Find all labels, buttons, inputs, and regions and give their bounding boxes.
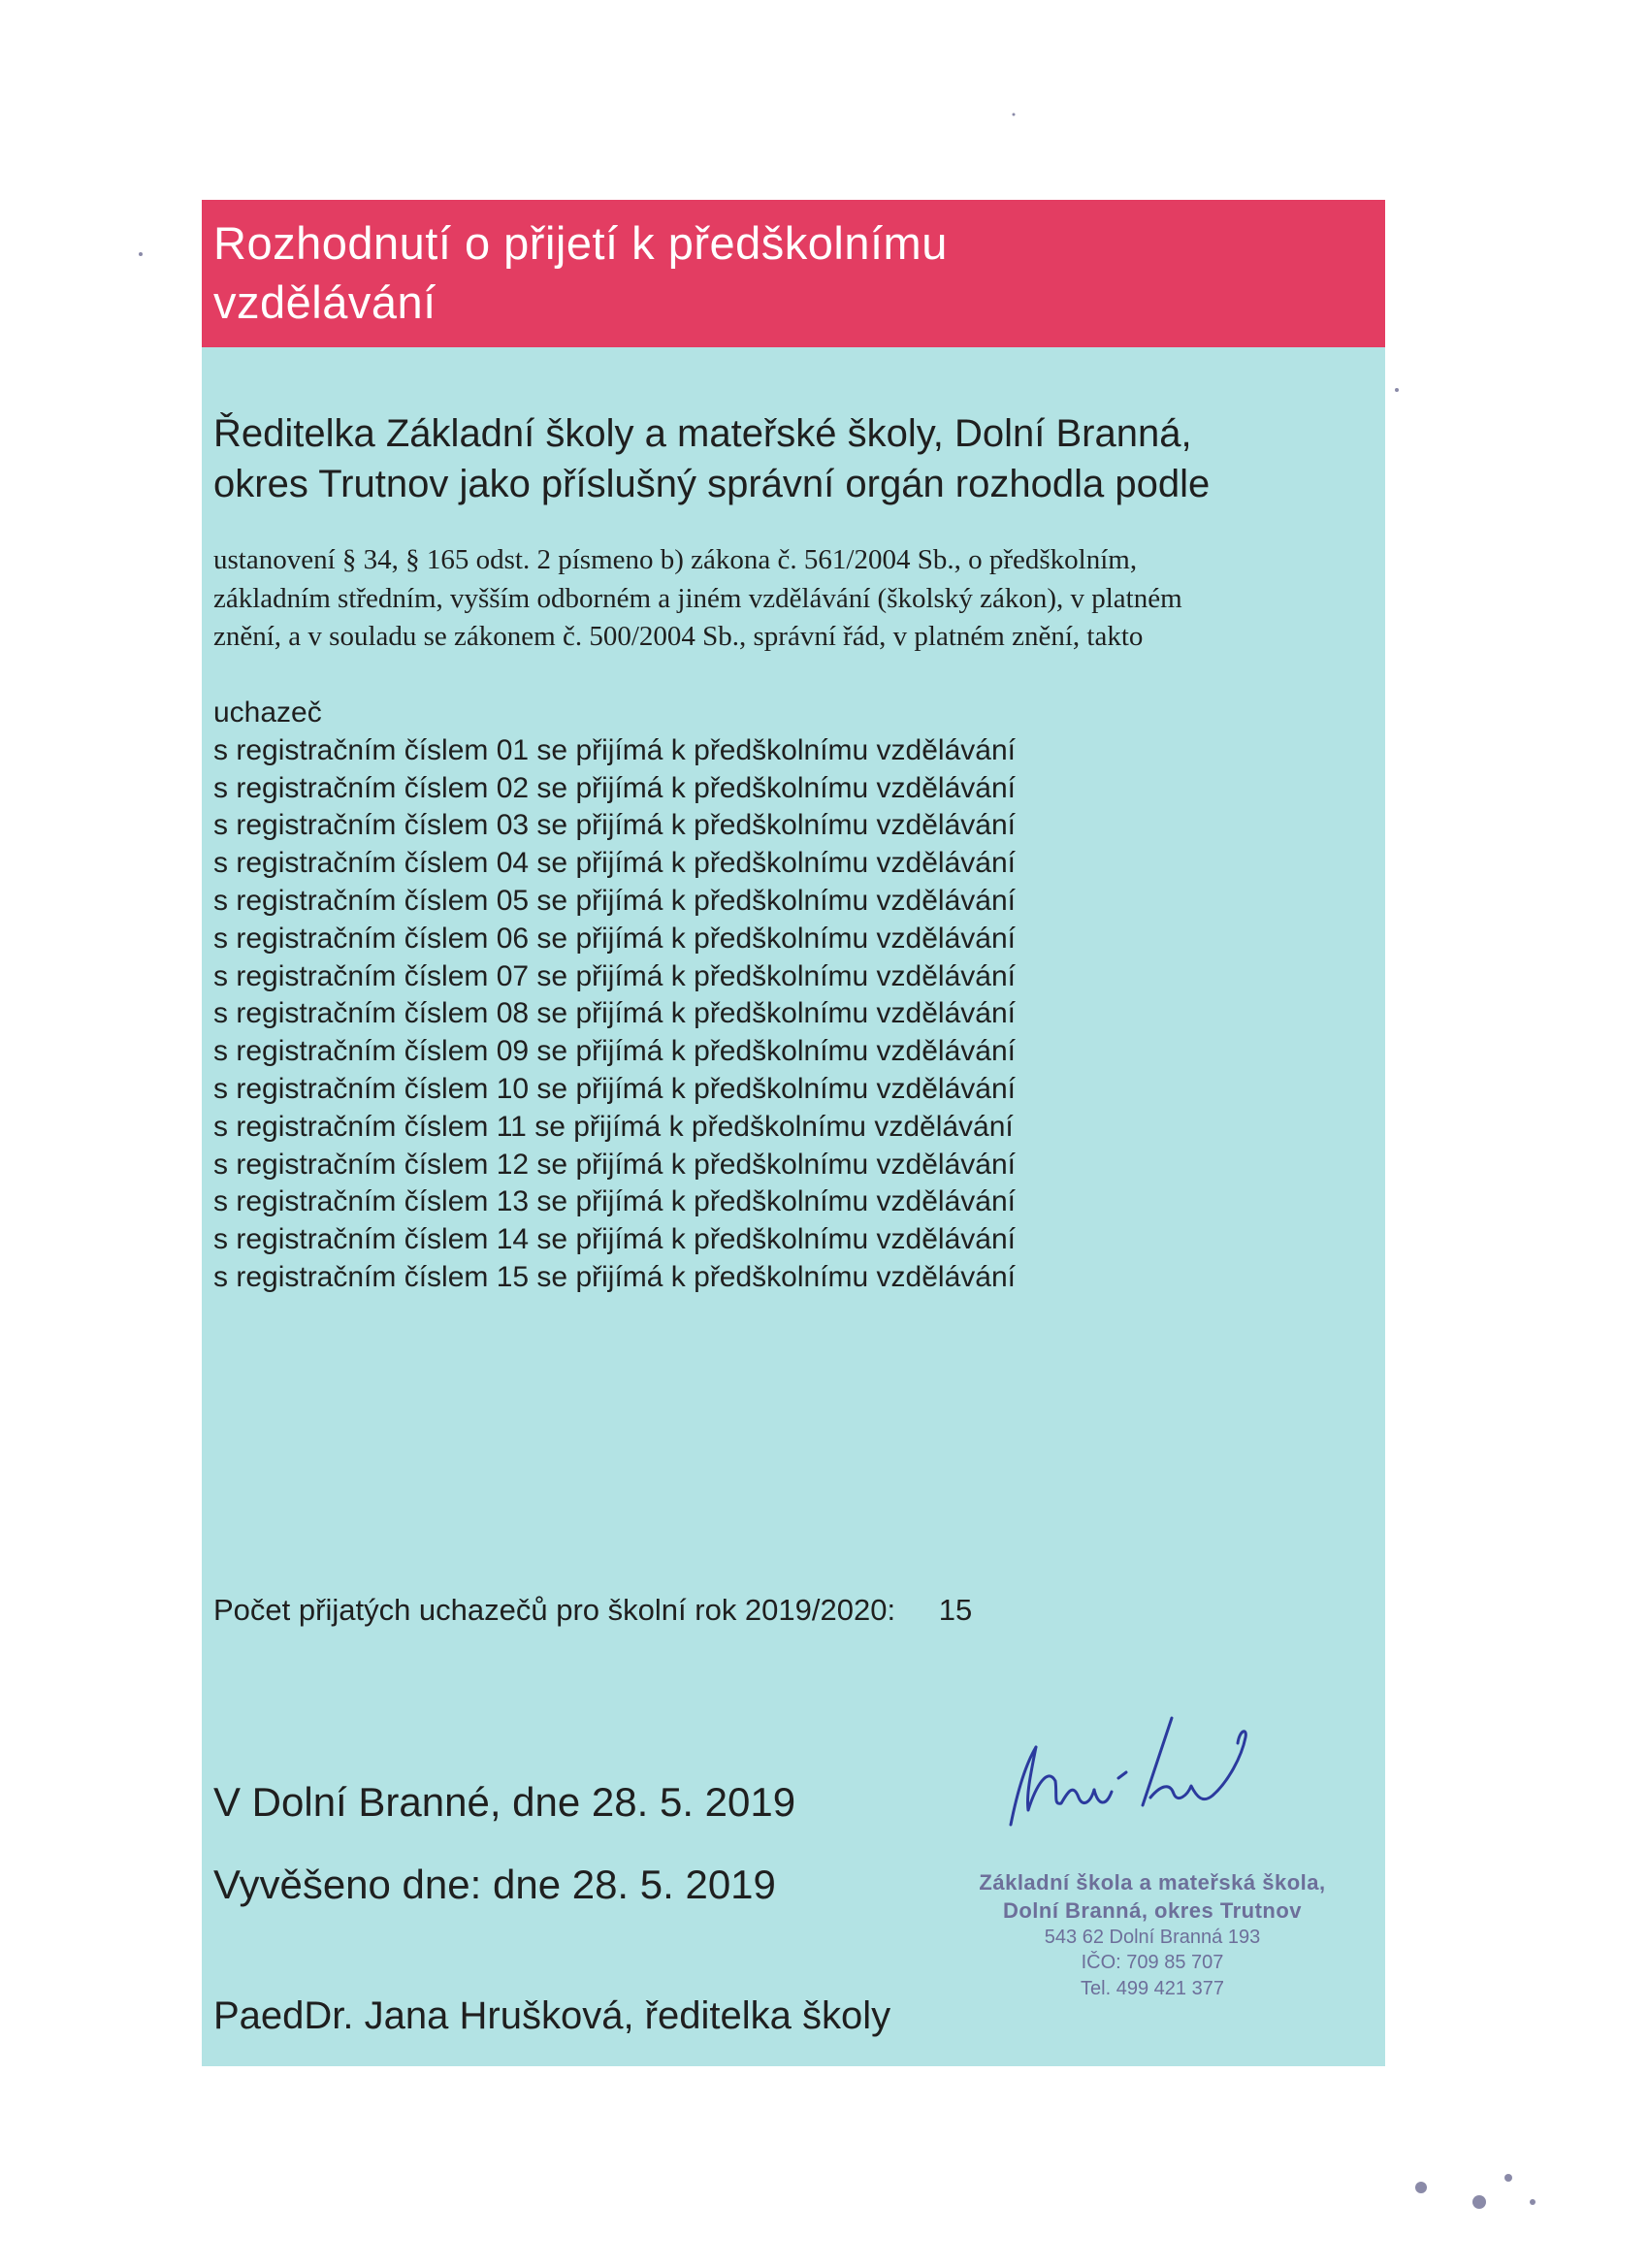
stamp-line-1: Základní škola a mateřská škola,: [979, 1870, 1326, 1895]
list-item: s registračním číslem 01 se přijímá k předškolnímu vzdělávání: [213, 733, 1016, 766]
legal-basis: [213, 541, 1358, 657]
title-line-2: vzdělávání: [213, 276, 436, 329]
legal-line-3: znění, a v souladu se zákonem č. 500/2004 Sb., správní řád, v platném znění, takto: [213, 621, 1144, 653]
list-item: s registračním číslem 08 se přijímá k předškolnímu vzdělávání: [213, 997, 1016, 1030]
school-stamp: [978, 1868, 1327, 2001]
heading-line-1: Ředitelka Základní školy a mateřské školy, Dolní Branná,: [213, 412, 1192, 455]
admitted-count-label: Počet přijatých uchazečů pro školní rok 2019/2020:: [213, 1593, 896, 1627]
list-item: s registračním číslem 15 se přijímá k předškolnímu vzdělávání: [213, 1260, 1016, 1293]
list-item: s registračním číslem 10 se přijímá k předškolnímu vzdělávání: [213, 1072, 1016, 1105]
list-item: s registračním číslem 14 se přijímá k předškolnímu vzdělávání: [213, 1223, 1016, 1256]
place-and-date: V Dolní Branné, dne 28. 5. 2019: [213, 1779, 796, 1825]
heading-line-2: okres Trutnov jako příslušný správní orgán rozhodla podle: [213, 463, 1211, 505]
authority-heading: [213, 408, 1358, 509]
posted-date: Vyvěšeno dne: dne 28. 5. 2019: [213, 1862, 776, 1907]
decision-sheet: [202, 200, 1385, 2066]
list-item: s registračním číslem 04 se přijímá k předškolnímu vzdělávání: [213, 847, 1016, 880]
legal-line-2: základním středním, vyšším odborném a jiném vzdělávání (školský zákon), v platném: [213, 582, 1182, 614]
stamp-line-2: Dolní Branná, okres Trutnov: [1002, 1898, 1303, 1924]
list-item: s registračním číslem 06 se přijímá k předškolnímu vzdělávání: [213, 922, 1016, 955]
stamp-line-3: 543 62 Dolní Branná 193: [1044, 1927, 1261, 1949]
applicant-list: [213, 695, 1358, 1297]
list-item: s registračním číslem 13 se přijímá k předškolnímu vzdělávání: [213, 1185, 1016, 1218]
applicant-label: uchazeč: [213, 697, 322, 729]
admitted-count: [213, 1593, 972, 1628]
stamp-line-5: Tel. 499 421 377: [1081, 1977, 1224, 1999]
list-item: s registračním číslem 12 se přijímá k předškolnímu vzdělávání: [213, 1148, 1016, 1181]
title-banner: [202, 200, 1385, 347]
list-item: s registračním číslem 03 se přijímá k předškolnímu vzdělávání: [213, 809, 1016, 842]
list-item: s registračním číslem 02 se přijímá k předškolnímu vzdělávání: [213, 771, 1016, 804]
list-item: s registračním číslem 05 se přijímá k předškolnímu vzdělávání: [213, 884, 1016, 917]
list-item: s registračním číslem 11 se přijímá k předškolnímu vzdělávání: [213, 1110, 1014, 1143]
legal-line-1: ustanovení § 34, § 165 odst. 2 písmeno b) zákona č. 561/2004 Sb., o předškolním,: [213, 544, 1138, 575]
stamp-line-4: IČO: 709 85 707: [1081, 1952, 1224, 1974]
admitted-count-value: 15: [938, 1593, 973, 1627]
title-line-1: Rozhodnutí o přijetí k předškolnímu: [213, 217, 948, 269]
handwritten-signature: [997, 1689, 1288, 1834]
signer-name: PaedDr. Jana Hrušková, ředitelka školy: [213, 1994, 891, 2037]
list-item: s registračním číslem 07 se přijímá k předškolnímu vzdělávání: [213, 959, 1016, 992]
list-item: s registračním číslem 09 se přijímá k předškolnímu vzdělávání: [213, 1035, 1016, 1068]
